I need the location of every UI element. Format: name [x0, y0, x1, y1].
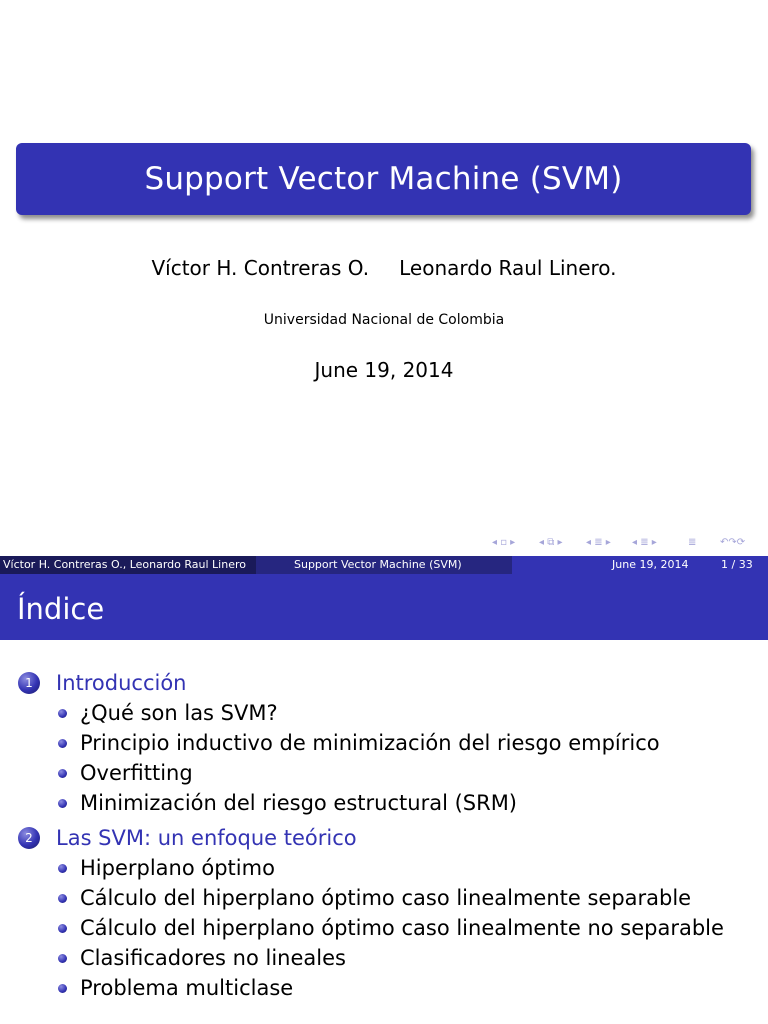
toc-section-2[interactable] [18, 823, 768, 853]
footline-right [512, 556, 768, 574]
toc-section-1[interactable] [18, 668, 768, 698]
author-1: Víctor H. Contreras O. [151, 256, 370, 280]
toc-subsection-label: Cálculo del hiperplano óptimo caso linealmente separable [80, 886, 692, 910]
bullet-icon [58, 864, 67, 873]
toc-subsection-label: Minimización del riesgo estructural (SRM) [80, 791, 518, 815]
toc-subsection[interactable] [58, 698, 768, 728]
bullet-icon [58, 984, 67, 993]
toc-subsection-label: Problema multiclase [80, 976, 294, 1000]
navigation-symbols [492, 537, 762, 553]
bullet-icon [58, 924, 67, 933]
bullet-icon [58, 709, 67, 718]
table-of-contents [0, 668, 768, 1003]
frame-title-bar [0, 574, 768, 640]
bullet-icon [58, 894, 67, 903]
footline-authors: Víctor H. Contreras O., Leonardo Raul Linero [0, 556, 256, 574]
authors [0, 256, 768, 280]
toc-section-label: Las SVM: un enfoque teórico [56, 826, 357, 850]
toc-subsection[interactable] [58, 943, 768, 973]
bullet-icon [58, 799, 67, 808]
footline-date: June 19, 2014 [612, 558, 689, 571]
section-number-ball: 1 [18, 672, 40, 694]
nav-search-icon[interactable]: ↶↷⟳ [720, 537, 746, 548]
toc-subsection[interactable] [58, 788, 768, 818]
bullet-icon [58, 739, 67, 748]
footline [0, 556, 768, 574]
nav-document-icon[interactable]: ≣ [688, 537, 697, 548]
toc-subsection[interactable] [58, 973, 768, 1003]
nav-section-icon-2[interactable]: ◂ ≣ ▸ [632, 537, 657, 548]
presentation-title: Support Vector Machine (SVM) [144, 161, 623, 197]
toc-section-label: Introducción [56, 671, 187, 695]
nav-section-icon[interactable]: ◂ ≣ ▸ [586, 537, 611, 548]
toc-subsection[interactable] [58, 728, 768, 758]
institute: Universidad Nacional de Colombia [263, 312, 505, 328]
toc-subsection-label: ¿Qué son las SVM? [80, 701, 278, 725]
footline-title: Support Vector Machine (SVM) [256, 556, 512, 574]
toc-subsection-label: Principio inductivo de minimización del riesgo empírico [80, 731, 660, 755]
toc-subsection[interactable] [58, 853, 768, 883]
bullet-icon [58, 769, 67, 778]
author-2: Leonardo Raul Linero. [399, 256, 617, 280]
footline-page-number: 1 / 33 [721, 558, 753, 571]
toc-subsection-label: Clasificadores no lineales [80, 946, 346, 970]
toc-subsection-label: Overfitting [80, 761, 193, 785]
frame-title: Índice [17, 592, 105, 626]
title-box [16, 143, 751, 215]
toc-subsection-label: Hiperplano óptimo [80, 856, 275, 880]
toc-subsection[interactable] [58, 883, 768, 913]
nav-subsection-icon[interactable]: ◂ ⧉ ▸ [539, 537, 563, 548]
section-number-ball: 2 [18, 827, 40, 849]
toc-subsection-label: Cálculo del hiperplano óptimo caso linealmente no separable [80, 916, 724, 940]
bullet-icon [58, 954, 67, 963]
nav-frame-icon[interactable]: ◂ ▫ ▸ [492, 537, 516, 548]
toc-subsection[interactable] [58, 913, 768, 943]
toc-subsection[interactable] [58, 758, 768, 788]
presentation-date: June 19, 2014 [314, 358, 454, 382]
